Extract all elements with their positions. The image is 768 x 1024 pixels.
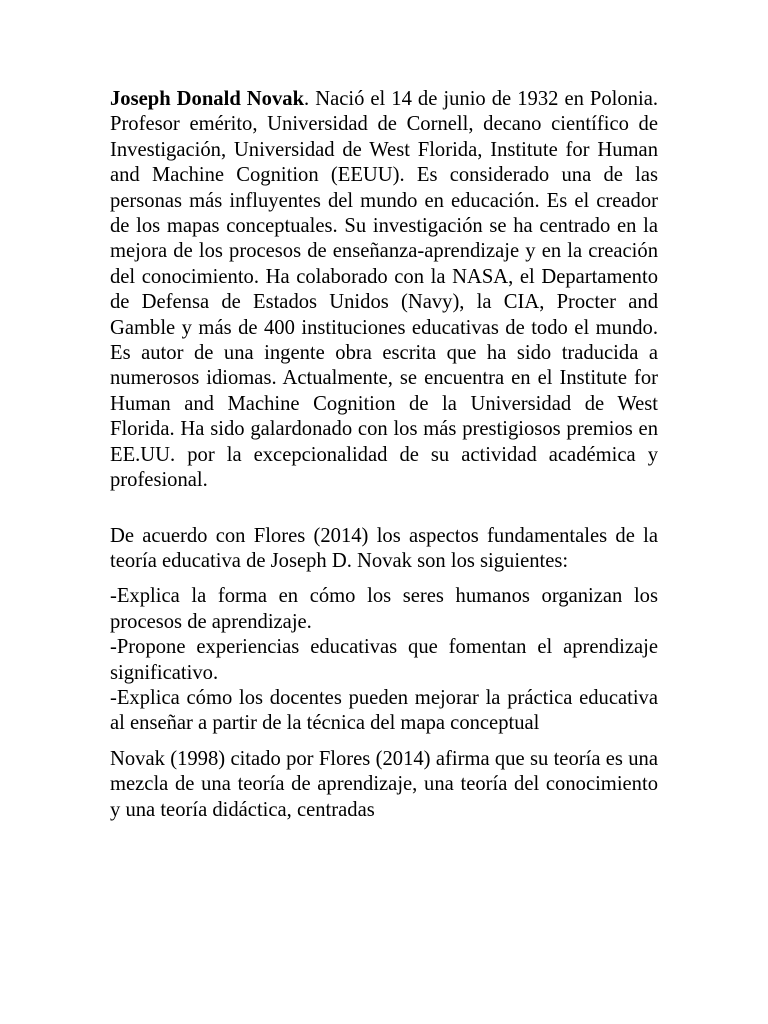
person-name: Joseph Donald Novak: [110, 88, 305, 110]
list-item: -Explica cómo los docentes pueden mejorar la práctica educativa al enseñar a partir de la técnica del mapa conceptual: [110, 686, 658, 735]
list-item: -Explica la forma en cómo los seres humanos organizan los procesos de aprendizaje.: [110, 585, 658, 633]
closing-paragraph: Novak (1998) citado por Flores (2014) afirma que su teoría es una mezcla de una teoría de aprendizaje, una teoría del conocimiento y una teoría didáctica, centradas: [110, 747, 658, 821]
biography-paragraph: [110, 87, 658, 494]
biography-text: . Nació el 14 de junio de 1932 en Polonia. Profesor emérito, Universidad de Cornell, decano científico de Investigación, Universidad de West Florida, Institute for Human and Machine Cognition (EEUU). Es considerado una de las personas más influyentes del mundo en educación. Es el creador de los mapas conceptuales. Su investigación se ha centrado en la mejora de los procesos de enseñanza-aprendizaje y en la creación del conocimiento. Ha colaborado con la NASA, el Departamento de Defensa de Estados Unidos (Navy), la CIA, Procter and Gamble y más de 400 instituciones educativas de todo el mundo. Es autor de una ingente obra escrita que ha sido traducida a numerosos idiomas. Actualmente, se encuentra en el Institute for Human and Machine Cognition de la Universidad de West Florida. Ha sido galardonado con los más prestigiosos premios en EE.UU. por la excepcionalidad de su actividad académica y profesional.: [110, 88, 658, 492]
aspects-list: [110, 584, 658, 736]
list-item: -Propone experiencias educativas que fomentan el aprendizaje significativo.: [110, 636, 658, 684]
document-body: [110, 87, 658, 823]
intro-paragraph: De acuerdo con Flores (2014) los aspectos fundamentales de la teoría educativa de Joseph D. Novak son los siguientes:: [110, 524, 658, 572]
